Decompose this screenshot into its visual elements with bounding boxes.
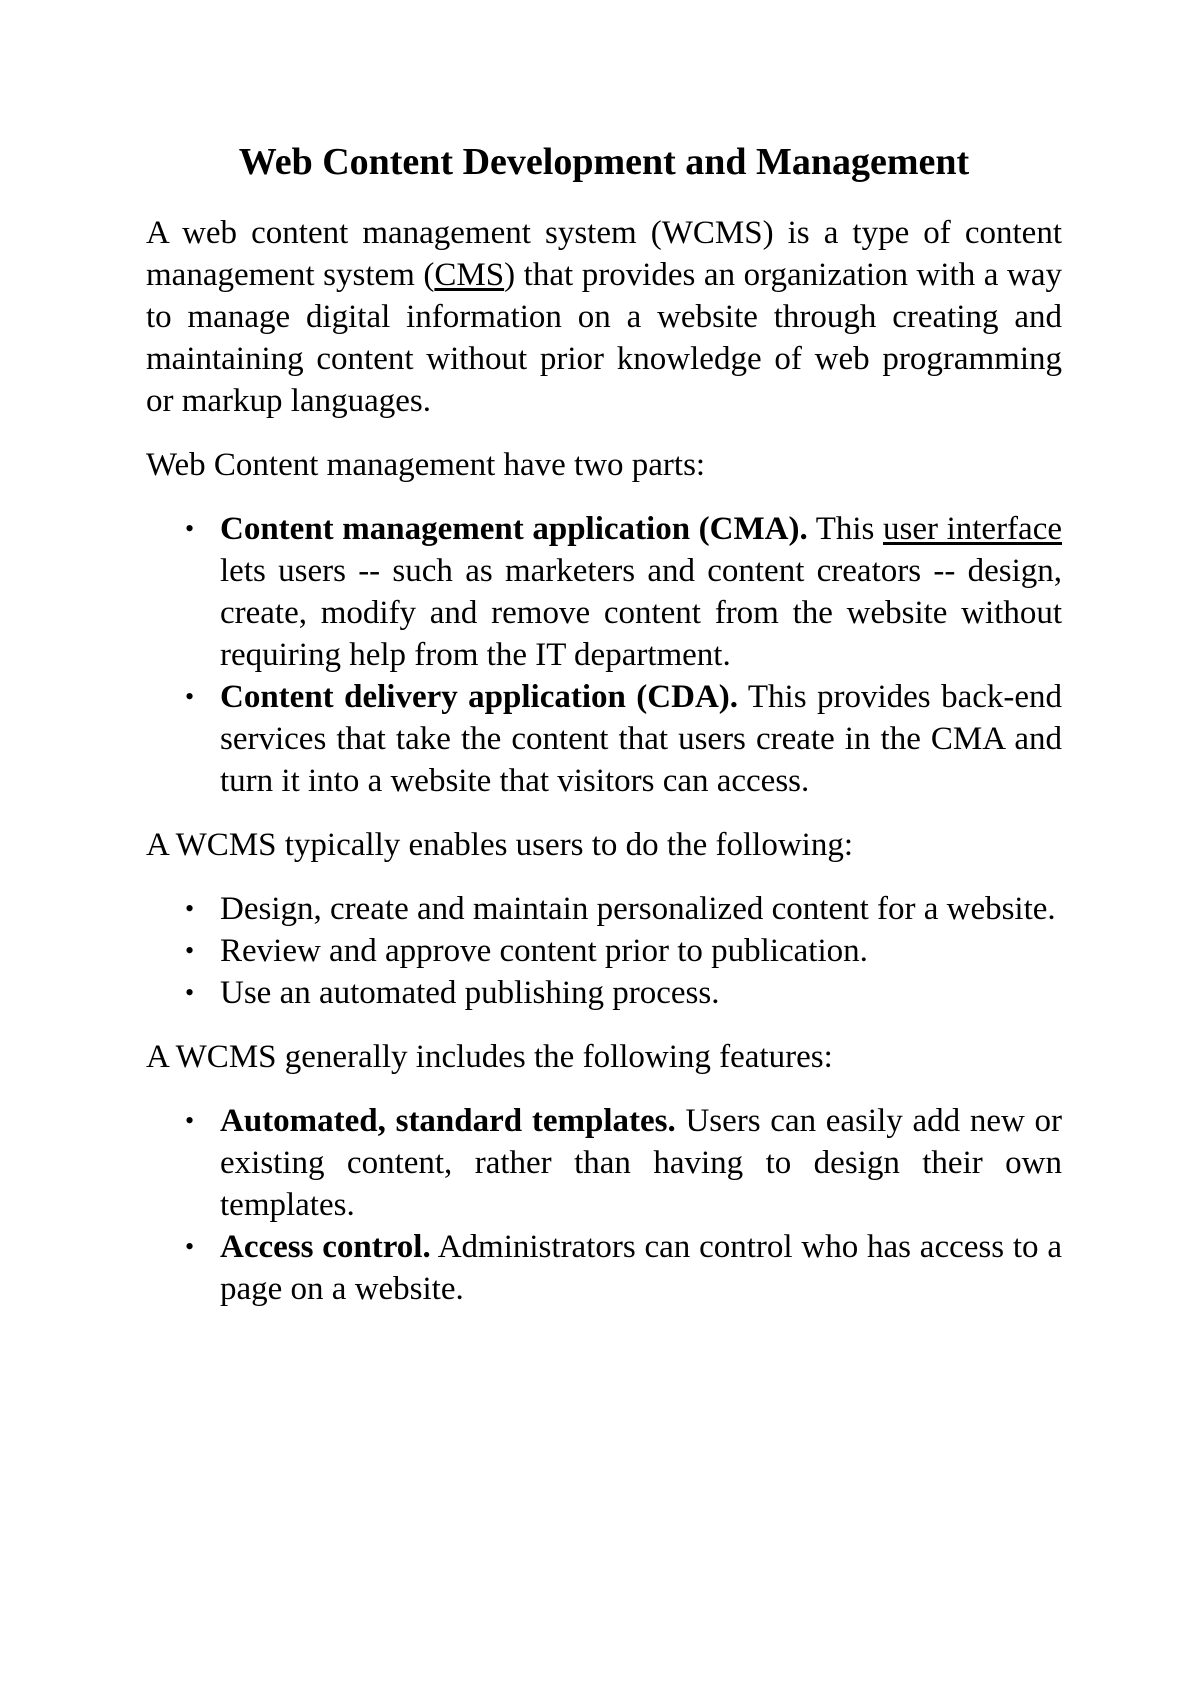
bullet-icon: • bbox=[185, 1105, 195, 1135]
bullet-icon: • bbox=[185, 935, 195, 965]
features-list bbox=[146, 1100, 1062, 1310]
list-item bbox=[146, 972, 1062, 1014]
bullet-icon: • bbox=[185, 1231, 195, 1261]
list-item bbox=[146, 888, 1062, 930]
templates-term: Automated, standard templates. bbox=[220, 1102, 676, 1139]
enables-heading: A WCMS typically enables users to do the following: bbox=[146, 826, 853, 863]
access-control-text: Administrators can control who has access to a page on a website. bbox=[220, 1228, 1063, 1307]
parts-list bbox=[146, 508, 1062, 802]
enables-list bbox=[146, 888, 1062, 1014]
document-page bbox=[146, 140, 1062, 1332]
cma-text-end: lets users -- such as marketers and content creators -- design, create, modify and remove content from the website without requiring help from the IT department. bbox=[220, 552, 1062, 673]
features-heading: A WCMS generally includes the following features: bbox=[146, 1038, 833, 1075]
list-item-templates bbox=[146, 1100, 1062, 1226]
bullet-icon: • bbox=[185, 977, 195, 1007]
list-item bbox=[146, 930, 1062, 972]
access-control-term: Access control. bbox=[220, 1228, 431, 1265]
intro-paragraph bbox=[146, 212, 1062, 422]
list-item-cma bbox=[146, 508, 1062, 676]
list-item-cda bbox=[146, 676, 1062, 802]
cma-term: Content management application (CMA). bbox=[220, 510, 808, 547]
cms-link[interactable]: CMS bbox=[434, 256, 505, 293]
bullet-icon: • bbox=[185, 893, 195, 923]
list-item-text: Review and approve content prior to publication. bbox=[220, 932, 868, 969]
cma-text-start: This bbox=[807, 510, 883, 547]
bullet-icon: • bbox=[185, 513, 195, 543]
list-item-access-control bbox=[146, 1226, 1062, 1310]
user-interface-link[interactable]: user interface bbox=[883, 510, 1062, 547]
parts-heading: Web Content management have two parts: bbox=[146, 446, 706, 483]
intro-text-start: A web content management system (WCMS) is a type of content management system ( bbox=[146, 214, 1062, 293]
cda-text: This provides back-end services that take the content that users create in the CMA and turn it into a website that visitors can access. bbox=[220, 678, 1062, 799]
templates-text: Users can easily add new or existing content, rather than having to design their own templates. bbox=[220, 1102, 1062, 1223]
document-title: Web Content Development and Management bbox=[238, 141, 970, 183]
list-item-text: Use an automated publishing process. bbox=[220, 974, 720, 1011]
list-item-text: Design, create and maintain personalized content for a website. bbox=[220, 890, 1056, 927]
bullet-icon: • bbox=[185, 681, 195, 711]
cda-term: Content delivery application (CDA). bbox=[220, 678, 739, 715]
intro-text-end: ) that provides an organization with a way to manage digital information on a website through creating and maintaining content without prior knowledge of web programming or markup languages. bbox=[146, 256, 1062, 419]
